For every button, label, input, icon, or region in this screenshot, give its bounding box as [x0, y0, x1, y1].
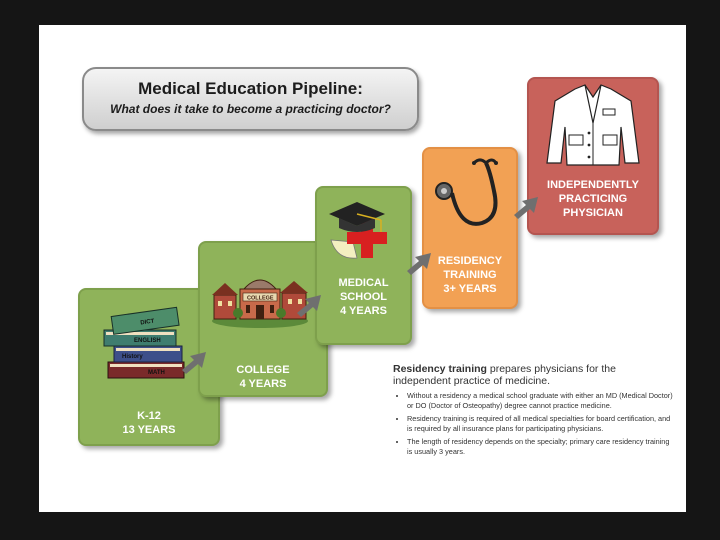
lab-coat-icon — [545, 83, 641, 167]
description-lead — [393, 363, 673, 387]
arrow-medical-to-residency — [405, 251, 433, 275]
description-lead-rest: prepares physicians for the independent practice of medicine. — [393, 363, 616, 387]
k12-label-line1: K-12 — [137, 410, 161, 422]
graduation-cap-cross-icon — [323, 196, 403, 264]
stage-physician — [527, 77, 659, 235]
residency-label-line3: 3+ YEARS — [443, 283, 497, 295]
college-label — [200, 363, 326, 391]
page-title: Medical Education Pipeline: — [138, 79, 363, 98]
stage-college — [198, 241, 328, 397]
bullet-item: • Residency training is required of all medical specialties for board certification, and is required by all insurance plans for participating physicians. — [407, 414, 673, 434]
stage-medical-school — [315, 186, 412, 345]
medical-school-label — [317, 276, 410, 318]
physician-label — [529, 178, 657, 220]
physician-label-line3: PHYSICIAN — [563, 207, 623, 219]
book-label-english: ENGLISH — [134, 338, 161, 344]
bullet-item: • Without a residency a medical school graduate with either an MD (Medical Doctor) or DO (Doctor of Osteopathy) degree cannot practice medicine. — [407, 391, 673, 411]
title-box — [82, 67, 419, 131]
book-label-math: MATH — [148, 370, 165, 376]
residency-label — [424, 254, 516, 296]
bullet-item: • The length of residency depends on the specialty; primary care residency training is usually 3 years. — [407, 437, 673, 457]
arrow-residency-to-physician — [512, 195, 540, 219]
medical-school-label-line3: 4 YEARS — [340, 305, 387, 317]
slide — [39, 25, 686, 512]
residency-label-line2: TRAINING — [443, 269, 497, 281]
page-subtitle: What does it take to become a practicing doctor? — [110, 102, 391, 116]
book-label-dict: DICT — [140, 318, 155, 327]
residency-description — [393, 363, 673, 460]
medical-school-label-line2: SCHOOL — [339, 291, 388, 303]
k12-label-line2: 13 YEARS — [122, 424, 176, 436]
residency-label-line1: RESIDENCY — [437, 255, 503, 267]
college-label-line1: COLLEGE — [236, 364, 290, 376]
college-sign-label: COLLEGE — [247, 295, 274, 302]
physician-label-line2: PRACTICING — [558, 193, 628, 205]
stage-residency — [422, 147, 518, 309]
description-lead-bold: Residency training — [393, 363, 487, 375]
books-icon — [94, 300, 194, 388]
description-bullets — [393, 391, 673, 457]
college-label-line2: 4 YEARS — [239, 378, 287, 390]
arrow-k12-to-college — [180, 350, 208, 374]
stethoscope-icon — [430, 153, 504, 239]
physician-label-line1: INDEPENDENTLY — [547, 179, 639, 191]
k12-label — [80, 409, 218, 437]
medical-school-label-line1: MEDICAL — [338, 277, 389, 289]
book-label-history: History — [122, 354, 143, 360]
arrow-college-to-medical — [295, 293, 323, 317]
